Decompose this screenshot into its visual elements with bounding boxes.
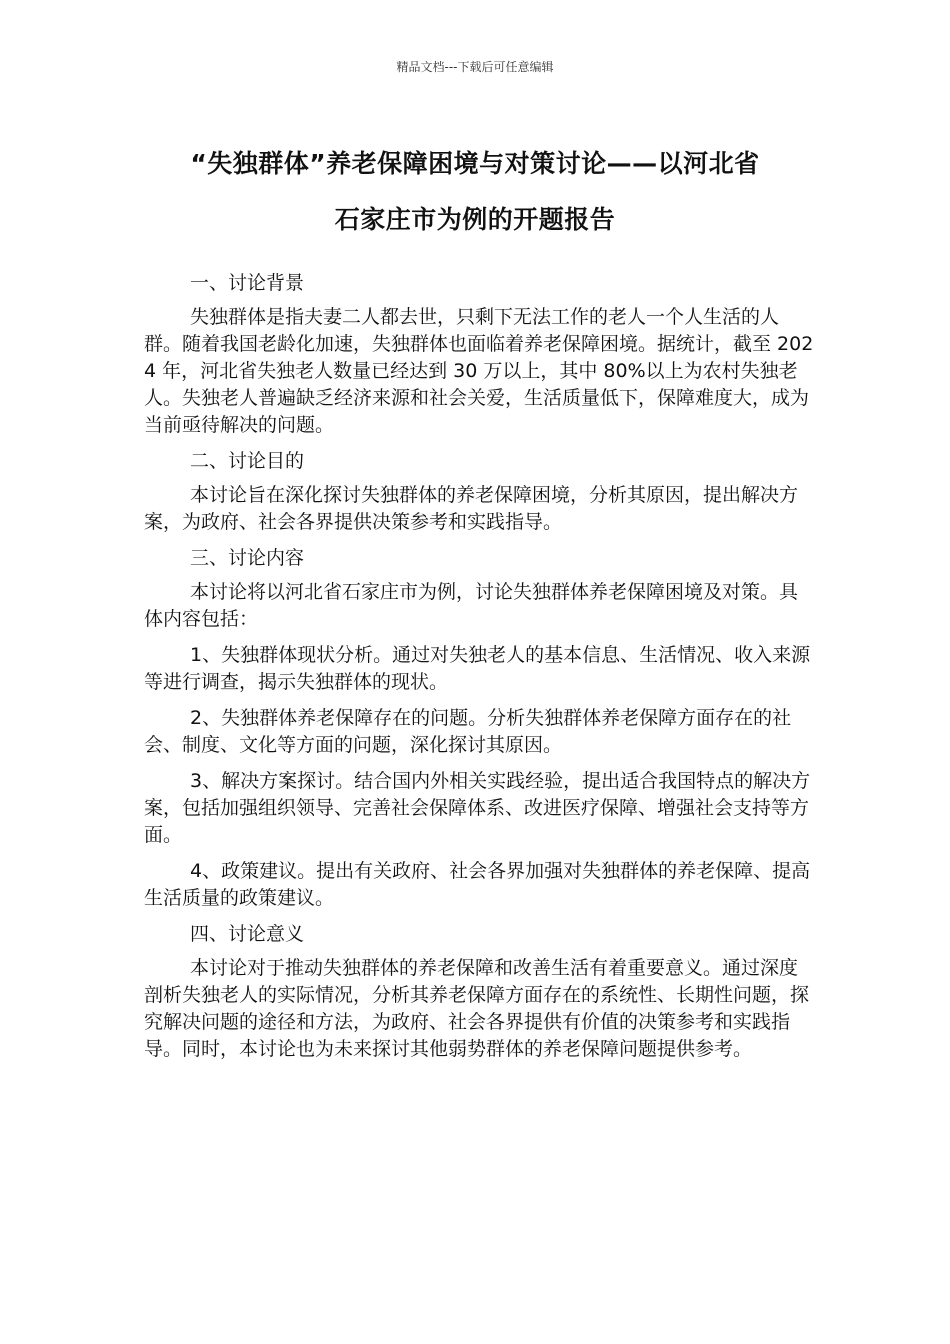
section-heading-significance: 四、讨论意义 bbox=[190, 923, 305, 945]
list-item-1: 1、失独群体现状分析。通过对失独老人的基本信息、生活情况、收入来源等进行调查，揭示失独群体的现状。 bbox=[144, 644, 811, 693]
list-item-4: 4、政策建议。提出有关政府、社会各界加强对失独群体的养老保障、提高生活质量的政策建议。 bbox=[144, 860, 811, 909]
section-heading-content: 三、讨论内容 bbox=[190, 547, 305, 569]
paragraph-background: 失独群体是指夫妻二人都去世，只剩下无法工作的老人一个人生活的人群。随着我国老龄化加速，失独群体也面临着养老保障困境。据统计，截至 2024 年，河北省失独老人数量已经达到 30 万以上，其中 80%以上为农村失独老人。失独老人普遍缺乏经济来源和社会关爱，生活质量低下，保障难度大，成为当前亟待解决的问题。 bbox=[144, 306, 814, 436]
paragraph-purpose: 本讨论旨在深化探讨失独群体的养老保障困境，分析其原因，提出解决方案，为政府、社会各界提供决策参考和实践指导。 bbox=[144, 484, 799, 533]
document-title bbox=[110, 136, 840, 248]
list-item-2: 2、失独群体养老保障存在的问题。分析失独群体养老保障方面存在的社会、制度、文化等方面的问题，深化探讨其原因。 bbox=[144, 707, 792, 756]
section-heading-purpose: 二、讨论目的 bbox=[190, 450, 305, 472]
title-line-1: “失独群体”养老保障困境与对策讨论——以河北省 bbox=[190, 149, 760, 178]
section-heading-background: 一、讨论背景 bbox=[190, 272, 305, 294]
title-line-2: 石家庄市为例的开题报告 bbox=[334, 205, 616, 234]
header-note: 精品文档---下载后可任意编辑 bbox=[396, 60, 554, 74]
paragraph-content-intro: 本讨论将以河北省石家庄市为例，讨论失独群体养老保障困境及对策。具体内容包括： bbox=[144, 581, 799, 630]
paragraph-significance: 本讨论对于推动失独群体的养老保障和改善生活有着重要意义。通过深度剖析失独老人的实际情况，分析其养老保障方面存在的系统性、长期性问题，探究解决问题的途径和方法，为政府、社会各界提供有价值的决策参考和实践指导。同时，本讨论也为未来探讨其他弱势群体的养老保障问题提供参考。 bbox=[144, 957, 810, 1060]
list-item-3: 3、解决方案探讨。结合国内外相关实践经验，提出适合我国特点的解决方案，包括加强组织领导、完善社会保障体系、改进医疗保障、增强社会支持等方面。 bbox=[144, 770, 811, 846]
document-body bbox=[144, 270, 816, 1072]
